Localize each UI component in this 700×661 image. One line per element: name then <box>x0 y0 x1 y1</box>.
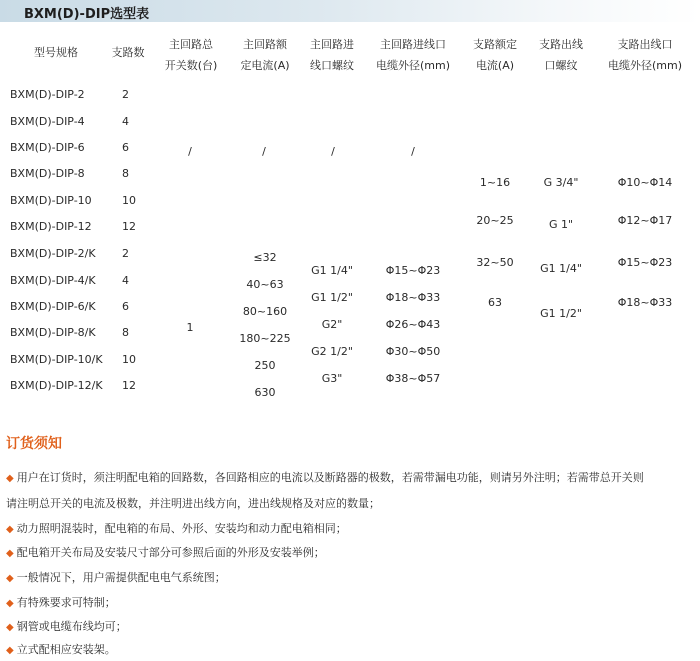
row-branches: 12 <box>122 379 136 392</box>
row-model: BXM(D)-DIP-10 <box>10 194 92 207</box>
branch-cable-value: Φ18~Φ33 <box>617 296 673 309</box>
notice-item: ◆ 一般情况下，用户需提供配电电气系统图； <box>6 571 226 584</box>
diamond-bullet-icon: ◆ <box>6 473 14 484</box>
row-model: BXM(D)-DIP-12/K <box>10 379 103 392</box>
branch-thread-value: G1 1/4" <box>540 262 582 275</box>
diamond-bullet-icon: ◆ <box>6 645 14 656</box>
main-current-value: 40~63 <box>246 278 284 291</box>
branch-cable-value: Φ10~Φ14 <box>617 176 673 189</box>
main-inlet-thread-value: G1 1/4" <box>311 264 353 277</box>
notice-title: 订货须知 <box>6 436 62 452</box>
row-branches: 12 <box>122 220 136 233</box>
main-cable-value: Φ26~Φ43 <box>385 318 441 331</box>
header-main-switch: 主回路总 开关数(台) <box>164 38 218 72</box>
main-inlet-thread-value: G1 1/2" <box>311 291 353 304</box>
branch-thread-value: G 3/4" <box>543 176 579 189</box>
branch-cable-value: Φ15~Φ23 <box>617 256 673 269</box>
branch-current-value: 32~50 <box>476 256 514 269</box>
row-branches: 4 <box>122 274 129 287</box>
diamond-bullet-icon: ◆ <box>6 598 14 609</box>
row-branches: 8 <box>122 326 129 339</box>
main-inlet-thread-value: G2" <box>321 318 343 331</box>
main-inlet-thread-na: / <box>331 145 335 158</box>
main-current-value: 80~160 <box>242 305 288 318</box>
header-main-cable-diameter: 主回路进线口 电缆外径(mm) <box>375 38 450 72</box>
branch-thread-value: G1 1/2" <box>540 307 582 320</box>
main-cable-value: Φ30~Φ50 <box>385 345 441 358</box>
header-model: 型号规格 <box>34 46 78 59</box>
main-current-na: / <box>262 145 266 158</box>
row-branches: 10 <box>122 194 136 207</box>
row-branches: 6 <box>122 300 129 313</box>
main-inlet-thread-value: G2 1/2" <box>311 345 353 358</box>
branch-thread-value: G 1" <box>548 218 574 231</box>
row-branches: 2 <box>122 247 129 260</box>
row-model: BXM(D)-DIP-6 <box>10 141 85 154</box>
notice-item: ◆ 钢管或电缆布线均可； <box>6 620 127 633</box>
row-branches: 4 <box>122 115 129 128</box>
main-cable-na: / <box>411 145 415 158</box>
main-cable-value: Φ38~Φ57 <box>385 372 441 385</box>
main-current-value: 250 <box>254 359 276 372</box>
main-switch-count: 1 <box>186 321 194 334</box>
row-branches: 10 <box>122 353 136 366</box>
diamond-bullet-icon: ◆ <box>6 573 14 584</box>
main-cable-value: Φ18~Φ33 <box>385 291 441 304</box>
main-inlet-thread-value: G3" <box>321 372 343 385</box>
header-branch-thread: 支路出线 口螺纹 <box>539 38 583 72</box>
row-model: BXM(D)-DIP-12 <box>10 220 92 233</box>
header-branch-current: 支路额定 电流(A) <box>473 38 517 72</box>
branch-current-value: 20~25 <box>476 214 514 227</box>
row-branches: 8 <box>122 167 129 180</box>
header-branches: 支路数 <box>111 46 145 59</box>
row-model: BXM(D)-DIP-4/K <box>10 274 96 287</box>
notice-item: ◆ 配电箱开关布局及安装尺寸部分可参照后面的外形及安装举例； <box>6 546 325 559</box>
title-bar <box>0 0 700 22</box>
row-branches: 2 <box>122 88 129 101</box>
header-main-current: 主回路额 定电流(A) <box>240 38 290 72</box>
diamond-bullet-icon: ◆ <box>6 622 14 633</box>
diamond-bullet-icon: ◆ <box>6 524 14 535</box>
notice-item: ◆ 有特殊要求可特制； <box>6 596 116 609</box>
main-switch-na: / <box>188 145 192 158</box>
row-model: BXM(D)-DIP-10/K <box>10 353 103 366</box>
row-model: BXM(D)-DIP-2 <box>10 88 85 101</box>
branch-current-value: 1~16 <box>479 176 511 189</box>
branch-current-value: 63 <box>488 296 502 309</box>
page-title: BXM(D)-DIP选型表 <box>24 7 150 22</box>
row-model: BXM(D)-DIP-4 <box>10 115 85 128</box>
diamond-bullet-icon: ◆ <box>6 548 14 559</box>
branch-cable-value: Φ12~Φ17 <box>617 214 673 227</box>
notice-item: ◆ 动力照明混装时，配电箱的布局、外形、安装均和动力配电箱相同； <box>6 522 347 535</box>
notice-item: ◆ 立式配相应安装架。 <box>6 643 116 656</box>
header-branch-cable-diameter: 支路出线口 电缆外径(mm) <box>607 38 682 72</box>
notice-item: ◆ 用户在订货时，须注明配电箱的回路数，各回路相应的电流以及断路器的极数，若需带漏电功能，则请另外注明；若需带总开关则 <box>6 471 644 484</box>
main-current-value: ≤32 <box>253 251 277 264</box>
main-cable-value: Φ15~Φ23 <box>385 264 441 277</box>
row-model: BXM(D)-DIP-6/K <box>10 300 96 313</box>
main-current-value: 180~225 <box>239 332 291 345</box>
row-branches: 6 <box>122 141 129 154</box>
main-current-value: 630 <box>254 386 276 399</box>
notice-item-continued: 请注明总开关的电流及极数，并注明进出线方向，进出线规格及对应的数量； <box>6 497 380 510</box>
row-model: BXM(D)-DIP-8 <box>10 167 85 180</box>
row-model: BXM(D)-DIP-2/K <box>10 247 96 260</box>
header-main-inlet-thread: 主回路进 线口螺纹 <box>310 38 354 72</box>
row-model: BXM(D)-DIP-8/K <box>10 326 96 339</box>
